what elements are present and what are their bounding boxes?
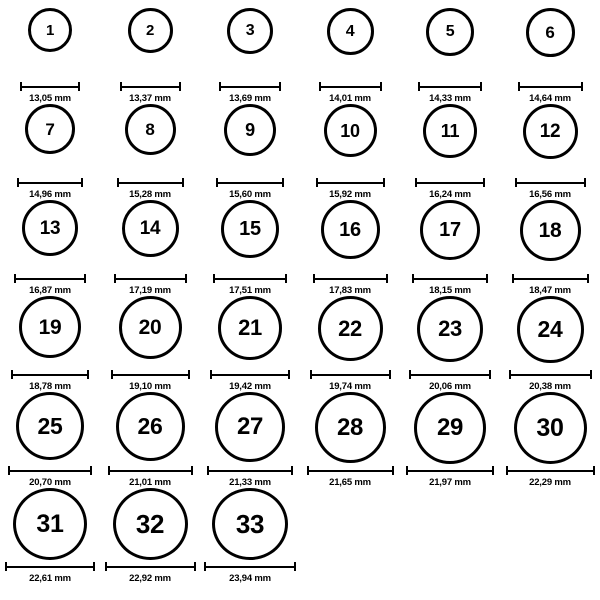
measure-tick-right	[480, 82, 482, 91]
ring-size-cell[interactable]	[300, 8, 400, 104]
ring-circle	[324, 104, 377, 157]
diameter-measure-bar	[418, 82, 482, 91]
diameter-label: 13,69 mm	[229, 93, 271, 104]
ring-size-cell[interactable]	[500, 104, 600, 200]
measure-line	[418, 86, 482, 88]
diameter-label: 15,28 mm	[129, 189, 171, 200]
measure-tick-left	[105, 562, 107, 571]
ring-circle	[321, 200, 380, 259]
ring-size-cell[interactable]	[200, 8, 300, 104]
diameter-label: 17,51 mm	[229, 285, 271, 296]
ring-size-cell[interactable]	[200, 104, 300, 200]
measure-tick-left	[418, 82, 420, 91]
measure-tick-right	[294, 562, 296, 571]
measure-tick-right	[288, 370, 290, 379]
diameter-measure-bar	[409, 370, 491, 379]
measure-tick-right	[593, 466, 595, 475]
measure-tick-left	[319, 82, 321, 91]
measure-tick-right	[389, 370, 391, 379]
diameter-label: 20,70 mm	[29, 477, 71, 488]
measure-tick-right	[581, 82, 583, 91]
ring-size-number: 27	[236, 413, 264, 440]
diameter-measure-bar	[117, 178, 184, 187]
ring-size-number: 17	[439, 219, 461, 241]
ring-size-number: 15	[239, 218, 261, 240]
measure-tick-left	[11, 370, 13, 379]
diameter-label: 15,92 mm	[329, 189, 371, 200]
diameter-label: 19,42 mm	[229, 381, 271, 392]
diameter-label: 18,78 mm	[29, 381, 71, 392]
measure-tick-left	[17, 178, 19, 187]
diameter-measure-bar	[11, 370, 89, 379]
measure-tick-left	[120, 82, 122, 91]
diameter-measure-bar	[518, 82, 583, 91]
measure-tick-left	[204, 562, 206, 571]
diameter-label: 16,87 mm	[29, 285, 71, 296]
diameter-label: 13,37 mm	[129, 93, 171, 104]
ring-size-cell[interactable]	[100, 392, 200, 488]
measure-tick-left	[409, 370, 411, 379]
ring-size-number: 21	[238, 315, 262, 340]
measure-line	[310, 374, 391, 376]
ring-circle	[426, 8, 474, 56]
ring-size-number: 8	[145, 120, 155, 139]
measure-line	[8, 470, 92, 472]
measure-tick-left	[509, 370, 511, 379]
diameter-label: 19,10 mm	[129, 381, 171, 392]
ring-size-cell[interactable]	[300, 296, 400, 392]
diameter-label: 21,65 mm	[329, 477, 371, 488]
ring-size-cell[interactable]	[500, 200, 600, 296]
diameter-measure-bar	[512, 274, 589, 283]
ring-circle	[315, 392, 386, 463]
measure-tick-left	[406, 466, 408, 475]
diameter-label: 21,97 mm	[429, 477, 471, 488]
ring-circle	[116, 392, 185, 461]
ring-size-number: 3	[245, 22, 255, 39]
measure-line	[117, 182, 184, 184]
measure-tick-right	[587, 274, 589, 283]
measure-tick-right	[194, 562, 196, 571]
ring-circle	[420, 200, 480, 260]
ring-size-number: 16	[339, 218, 361, 241]
ring-size-number: 10	[340, 120, 360, 141]
measure-line	[108, 470, 193, 472]
ring-size-cell[interactable]	[300, 200, 400, 296]
ring-size-cell[interactable]	[0, 392, 100, 488]
measure-line	[5, 566, 95, 568]
measure-tick-left	[210, 370, 212, 379]
measure-line	[219, 86, 281, 88]
diameter-label: 20,06 mm	[429, 381, 471, 392]
ring-size-cell[interactable]	[200, 392, 300, 488]
ring-size-number: 30	[536, 413, 564, 442]
measure-tick-left	[216, 178, 218, 187]
measure-line	[111, 374, 190, 376]
ring-size-number: 28	[336, 413, 364, 441]
measure-tick-right	[285, 274, 287, 283]
ring-circle	[517, 296, 584, 363]
measure-tick-right	[179, 82, 181, 91]
ring-circle	[218, 296, 282, 360]
measure-tick-right	[90, 466, 92, 475]
ring-size-cell[interactable]	[0, 488, 100, 584]
diameter-measure-bar	[105, 562, 196, 571]
ring-size-cell[interactable]	[100, 296, 200, 392]
ring-size-number: 14	[139, 218, 161, 239]
ring-size-cell[interactable]	[200, 200, 300, 296]
ring-size-cell[interactable]	[0, 200, 100, 296]
diameter-label: 14,64 mm	[529, 93, 571, 104]
measure-tick-left	[415, 178, 417, 187]
measure-tick-left	[117, 178, 119, 187]
ring-circle	[417, 296, 483, 362]
measure-tick-left	[310, 370, 312, 379]
measure-tick-right	[188, 370, 190, 379]
ring-circle	[423, 104, 477, 158]
measure-line	[412, 278, 488, 280]
ring-circle	[16, 392, 84, 460]
ring-circle	[113, 488, 188, 560]
measure-tick-left	[207, 466, 209, 475]
measure-line	[213, 278, 287, 280]
ring-size-cell[interactable]	[500, 8, 600, 104]
diameter-label: 21,01 mm	[129, 477, 171, 488]
diameter-measure-bar	[219, 82, 281, 91]
diameter-measure-bar	[412, 274, 488, 283]
diameter-measure-bar	[20, 82, 80, 91]
measure-line	[11, 374, 89, 376]
measure-line	[210, 374, 290, 376]
ring-size-number: 22	[338, 315, 362, 341]
ring-size-cell[interactable]	[500, 392, 600, 488]
ring-size-number: 26	[137, 413, 163, 439]
measure-tick-right	[486, 274, 488, 283]
diameter-label: 16,56 mm	[529, 189, 571, 200]
ring-size-number: 6	[545, 23, 555, 42]
ring-size-number: 13	[39, 217, 61, 239]
ring-circle	[22, 200, 78, 256]
diameter-measure-bar	[120, 82, 181, 91]
diameter-label: 19,74 mm	[329, 381, 371, 392]
measure-line	[20, 86, 80, 88]
measure-tick-left	[518, 82, 520, 91]
ring-size-number: 4	[345, 22, 355, 40]
ring-circle	[514, 392, 587, 464]
measure-tick-left	[213, 274, 215, 283]
ring-size-cell[interactable]	[400, 104, 500, 200]
measure-tick-right	[279, 82, 281, 91]
diameter-label: 22,29 mm	[529, 477, 571, 488]
diameter-measure-bar	[204, 562, 296, 571]
measure-line	[506, 470, 595, 472]
diameter-measure-bar	[207, 466, 293, 475]
measure-line	[204, 566, 296, 568]
ring-size-number: 31	[36, 509, 64, 538]
ring-size-number: 7	[45, 119, 55, 139]
ring-circle	[19, 296, 81, 358]
measure-tick-right	[489, 370, 491, 379]
ring-circle	[122, 200, 179, 257]
ring-circle	[215, 392, 285, 462]
measure-tick-right	[182, 178, 184, 187]
ring-size-number: 20	[138, 316, 162, 339]
measure-line	[316, 182, 385, 184]
ring-size-cell[interactable]	[400, 200, 500, 296]
ring-circle	[128, 8, 173, 53]
measure-tick-left	[111, 370, 113, 379]
measure-tick-left	[20, 82, 22, 91]
diameter-label: 14,96 mm	[29, 189, 71, 200]
measure-tick-right	[81, 178, 83, 187]
diameter-label: 23,94 mm	[229, 573, 271, 584]
ring-circle	[212, 488, 288, 560]
measure-tick-left	[5, 562, 7, 571]
measure-tick-left	[14, 274, 16, 283]
ring-circle	[221, 200, 279, 258]
ring-circle	[520, 200, 581, 261]
ring-circle	[119, 296, 182, 359]
diameter-label: 21,33 mm	[229, 477, 271, 488]
measure-line	[307, 470, 394, 472]
measure-tick-right	[291, 466, 293, 475]
ring-circle	[523, 104, 578, 159]
measure-tick-left	[512, 274, 514, 283]
diameter-measure-bar	[307, 466, 394, 475]
measure-tick-right	[185, 274, 187, 283]
measure-line	[313, 278, 388, 280]
measure-tick-left	[316, 178, 318, 187]
ring-circle	[526, 8, 575, 57]
ring-circle	[125, 104, 176, 155]
measure-tick-right	[191, 466, 193, 475]
ring-size-cell[interactable]	[500, 296, 600, 392]
diameter-label: 15,60 mm	[229, 189, 271, 200]
measure-line	[512, 278, 589, 280]
ring-size-cell[interactable]	[0, 8, 100, 104]
measure-tick-left	[506, 466, 508, 475]
diameter-label: 14,33 mm	[429, 93, 471, 104]
ring-size-number: 23	[438, 316, 462, 341]
measure-tick-right	[590, 370, 592, 379]
measure-line	[409, 374, 491, 376]
ring-size-number: 12	[539, 121, 561, 142]
ring-size-number: 18	[538, 219, 562, 242]
ring-size-cell[interactable]	[300, 104, 400, 200]
measure-tick-left	[114, 274, 116, 283]
measure-tick-left	[219, 82, 221, 91]
ring-circle	[414, 392, 486, 464]
diameter-label: 22,92 mm	[129, 573, 171, 584]
measure-tick-right	[380, 82, 382, 91]
ring-size-number: 19	[38, 315, 62, 339]
measure-tick-right	[584, 178, 586, 187]
ring-size-cell[interactable]	[0, 104, 100, 200]
measure-tick-left	[8, 466, 10, 475]
diameter-measure-bar	[213, 274, 287, 283]
diameter-measure-bar	[509, 370, 592, 379]
measure-tick-right	[282, 178, 284, 187]
ring-circle	[25, 104, 75, 154]
ring-size-cell[interactable]	[100, 8, 200, 104]
measure-tick-left	[412, 274, 414, 283]
measure-line	[518, 86, 583, 88]
ring-size-number: 5	[445, 23, 455, 40]
measure-tick-right	[392, 466, 394, 475]
ring-size-number: 24	[537, 316, 563, 342]
diameter-measure-bar	[216, 178, 284, 187]
ring-size-cell[interactable]	[200, 296, 300, 392]
measure-line	[216, 182, 284, 184]
diameter-measure-bar	[415, 178, 485, 187]
ring-circle	[28, 8, 72, 52]
ring-size-cell[interactable]	[100, 104, 200, 200]
ring-circle	[13, 488, 87, 560]
diameter-measure-bar	[506, 466, 595, 475]
diameter-measure-bar	[5, 562, 95, 571]
measure-tick-right	[78, 82, 80, 91]
ring-size-cell[interactable]	[100, 488, 200, 584]
ring-size-cell[interactable]	[400, 296, 500, 392]
measure-tick-right	[93, 562, 95, 571]
diameter-label: 17,83 mm	[329, 285, 371, 296]
measure-tick-right	[87, 370, 89, 379]
measure-line	[14, 278, 86, 280]
ring-size-number: 25	[37, 412, 63, 439]
measure-line	[415, 182, 485, 184]
ring-size-number: 33	[235, 509, 265, 540]
measure-line	[114, 278, 187, 280]
diameter-label: 17,19 mm	[129, 285, 171, 296]
measure-line	[17, 182, 83, 184]
measure-line	[120, 86, 181, 88]
diameter-label: 16,24 mm	[429, 189, 471, 200]
diameter-label: 18,15 mm	[429, 285, 471, 296]
diameter-label: 22,61 mm	[29, 573, 71, 584]
ring-size-number: 32	[135, 509, 165, 540]
diameter-measure-bar	[108, 466, 193, 475]
ring-size-cell[interactable]	[300, 392, 400, 488]
ring-circle	[318, 296, 383, 361]
measure-tick-left	[307, 466, 309, 475]
ring-size-number: 29	[436, 414, 464, 441]
diameter-measure-bar	[111, 370, 190, 379]
diameter-label: 14,01 mm	[329, 93, 371, 104]
diameter-measure-bar	[8, 466, 92, 475]
measure-line	[207, 470, 293, 472]
measure-line	[509, 374, 592, 376]
measure-tick-right	[386, 274, 388, 283]
ring-size-number: 11	[440, 121, 460, 141]
measure-tick-left	[108, 466, 110, 475]
measure-tick-right	[84, 274, 86, 283]
diameter-measure-bar	[319, 82, 382, 91]
ring-size-cell[interactable]	[200, 488, 300, 584]
diameter-measure-bar	[313, 274, 388, 283]
measure-tick-left	[515, 178, 517, 187]
diameter-measure-bar	[17, 178, 83, 187]
diameter-measure-bar	[515, 178, 586, 187]
measure-tick-right	[492, 466, 494, 475]
measure-line	[105, 566, 196, 568]
ring-size-number: 9	[245, 120, 255, 140]
ring-size-cell[interactable]	[0, 296, 100, 392]
diameter-label: 18,47 mm	[529, 285, 571, 296]
diameter-label: 20,38 mm	[529, 381, 571, 392]
measure-tick-right	[483, 178, 485, 187]
diameter-measure-bar	[210, 370, 290, 379]
ring-circle	[227, 8, 273, 54]
diameter-measure-bar	[14, 274, 86, 283]
measure-tick-left	[313, 274, 315, 283]
ring-size-number: 1	[45, 21, 55, 39]
diameter-measure-bar	[310, 370, 391, 379]
diameter-measure-bar	[406, 466, 494, 475]
ring-circle	[224, 104, 276, 156]
diameter-measure-bar	[316, 178, 385, 187]
measure-line	[319, 86, 382, 88]
ring-size-cell[interactable]	[400, 392, 500, 488]
ring-size-cell[interactable]	[400, 8, 500, 104]
ring-circle	[327, 8, 374, 55]
measure-line	[515, 182, 586, 184]
ring-size-number: 2	[145, 22, 155, 39]
diameter-measure-bar	[114, 274, 187, 283]
diameter-label: 13,05 mm	[29, 93, 71, 104]
measure-line	[406, 470, 494, 472]
ring-size-cell[interactable]	[100, 200, 200, 296]
measure-tick-right	[383, 178, 385, 187]
